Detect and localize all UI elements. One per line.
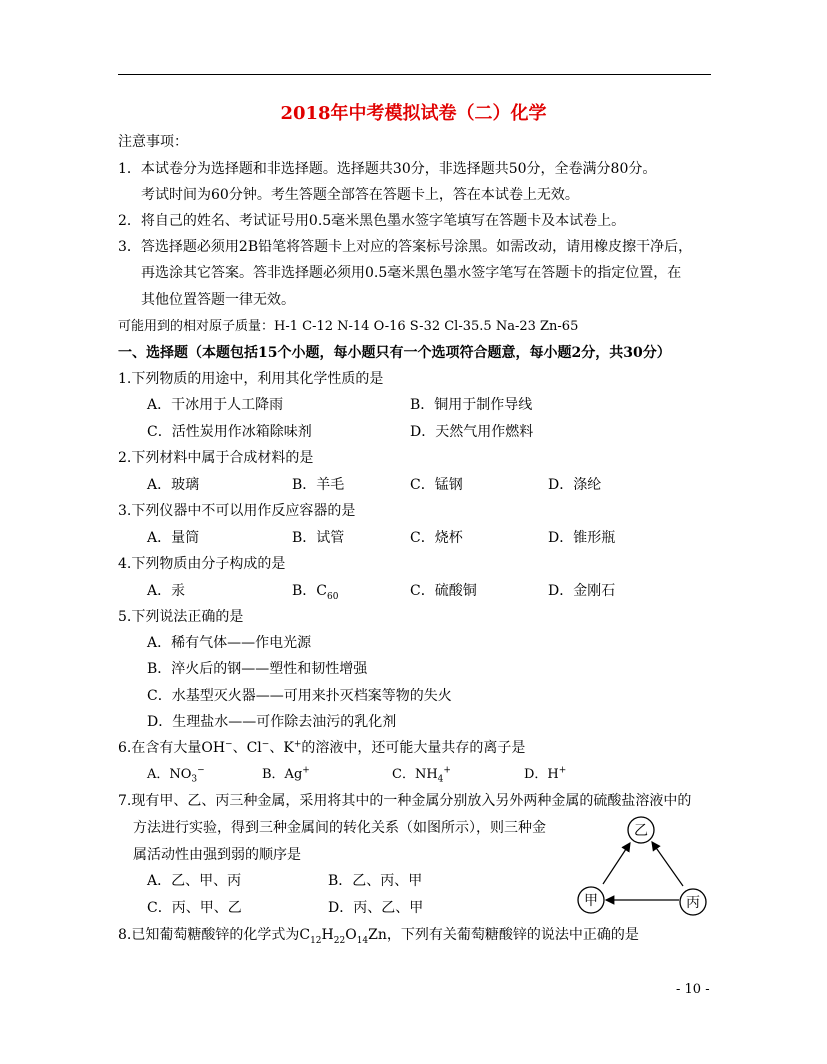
option: B．羊毛: [292, 477, 345, 493]
option: D．涤纶: [548, 477, 602, 493]
question-stem: 5.下列说法正确的是: [118, 609, 244, 625]
page-number: - 10 -: [676, 982, 710, 997]
question-stem: 1.下列物质的用途中，利用其化学性质的是: [118, 371, 384, 387]
notice-line: 其他位置答题一律无效。: [141, 292, 295, 308]
option: A．量筒: [147, 530, 200, 546]
node-bing-label: 丙: [686, 895, 700, 911]
option: B．乙、丙、甲: [328, 873, 423, 889]
section-heading: 一、选择题（本题包括15个小题，每小题只有一个选项符合题意，每小题2分，共30分）: [118, 345, 671, 361]
option: D．金刚石: [548, 583, 616, 599]
question-stem: 方法进行实验，得到三种金属间的转化关系（如图所示），则三种金: [133, 820, 546, 836]
notice-line: 3．答选择题必须用2B铅笔将答题卡上对应的答案标号涂黑。如需改动，请用橡皮擦干净后，: [118, 239, 693, 255]
header-rule: [118, 74, 711, 75]
option: C．丙、甲、乙: [147, 900, 242, 916]
option: B．Ag+: [262, 765, 310, 782]
question-stem: 7.现有甲、乙、丙三种金属，采用将其中的一种金属分别放入另外两种金属的硫酸盐溶液中的: [118, 793, 692, 809]
option: C．活性炭用作冰箱除味剂: [147, 424, 312, 440]
page-title: 2018年中考模拟试卷（二）化学: [280, 103, 547, 124]
question-stem: 8.已知葡萄糖酸锌的化学式为$C_{12}H_{22}O_{14}Zn$，下列有关葡萄糖酸锌的说法中正确的是: [118, 927, 639, 946]
option: B．铜用于制作导线: [410, 397, 533, 413]
option: A．干冰用于人工降雨: [147, 397, 284, 413]
option: D．丙、乙、甲: [328, 900, 424, 916]
option: B．$C_{60}$: [292, 583, 339, 602]
node-jia-label: 甲: [584, 893, 598, 909]
question-stem: 4.下列物质由分子构成的是: [118, 556, 286, 572]
option: D．锥形瓶: [548, 530, 616, 546]
node-yi-label: 乙: [634, 823, 648, 839]
option: A．玻璃: [147, 477, 200, 493]
option: A．乙、甲、丙: [147, 873, 242, 889]
option: C．锰钢: [410, 477, 463, 493]
notice-line: 1．本试卷分为选择题和非选择题。选择题共30分，非选择题共50分，全卷满分80分。: [118, 161, 657, 177]
metal-conversion-diagram: [570, 812, 718, 920]
option: D．天然气用作燃料: [410, 424, 534, 440]
option: B．淬火后的钢——塑性和韧性增强: [147, 661, 368, 677]
option: A．汞: [147, 583, 186, 599]
question-stem: 3.下列仪器中不可以用作反应容器的是: [118, 503, 356, 519]
option: D．生理盐水——可作除去油污的乳化剂: [147, 714, 397, 730]
atomic-masses: 可能用到的相对原子质量：H-1 C-12 N-14 O-16 S-32 Cl-35.5 Na-23 Zn-65: [118, 319, 579, 334]
notice-line: 考试时间为60分钟。考生答题全部答在答题卡上，答在本试卷上无效。: [141, 187, 579, 203]
option: C．烧杯: [410, 530, 463, 546]
question-stem: 6.在含有大量OH−、Cl−、K+的溶液中，还可能大量共存的离子是: [118, 739, 526, 756]
option: C．$NH_4^+$: [392, 765, 451, 785]
option: B．试管: [292, 530, 345, 546]
option: C．水基型灭火器——可用来扑灭档案等物的失火: [147, 688, 452, 704]
option: D．H+: [524, 765, 567, 782]
notice-heading: 注意事项：: [118, 134, 188, 150]
option: A．$NO_3^-$: [147, 765, 205, 785]
option: C．硫酸铜: [410, 583, 477, 599]
notice-line: 再选涂其它答案。答非选择题必须用0.5毫米黑色墨水签字笔写在答题卡的指定位置，在: [141, 265, 682, 281]
arrow-jia-to-yi: [603, 843, 630, 884]
question-stem: 2.下列材料中属于合成材料的是: [118, 450, 314, 466]
notice-line: 2．将自己的姓名、考试证号用0.5毫米黑色墨水签字笔填写在答题卡及本试卷上。: [118, 213, 626, 229]
question-stem: 属活动性由强到弱的顺序是: [133, 847, 301, 863]
option: A．稀有气体——作电光源: [147, 635, 312, 651]
arrow-bing-to-yi: [652, 842, 683, 886]
